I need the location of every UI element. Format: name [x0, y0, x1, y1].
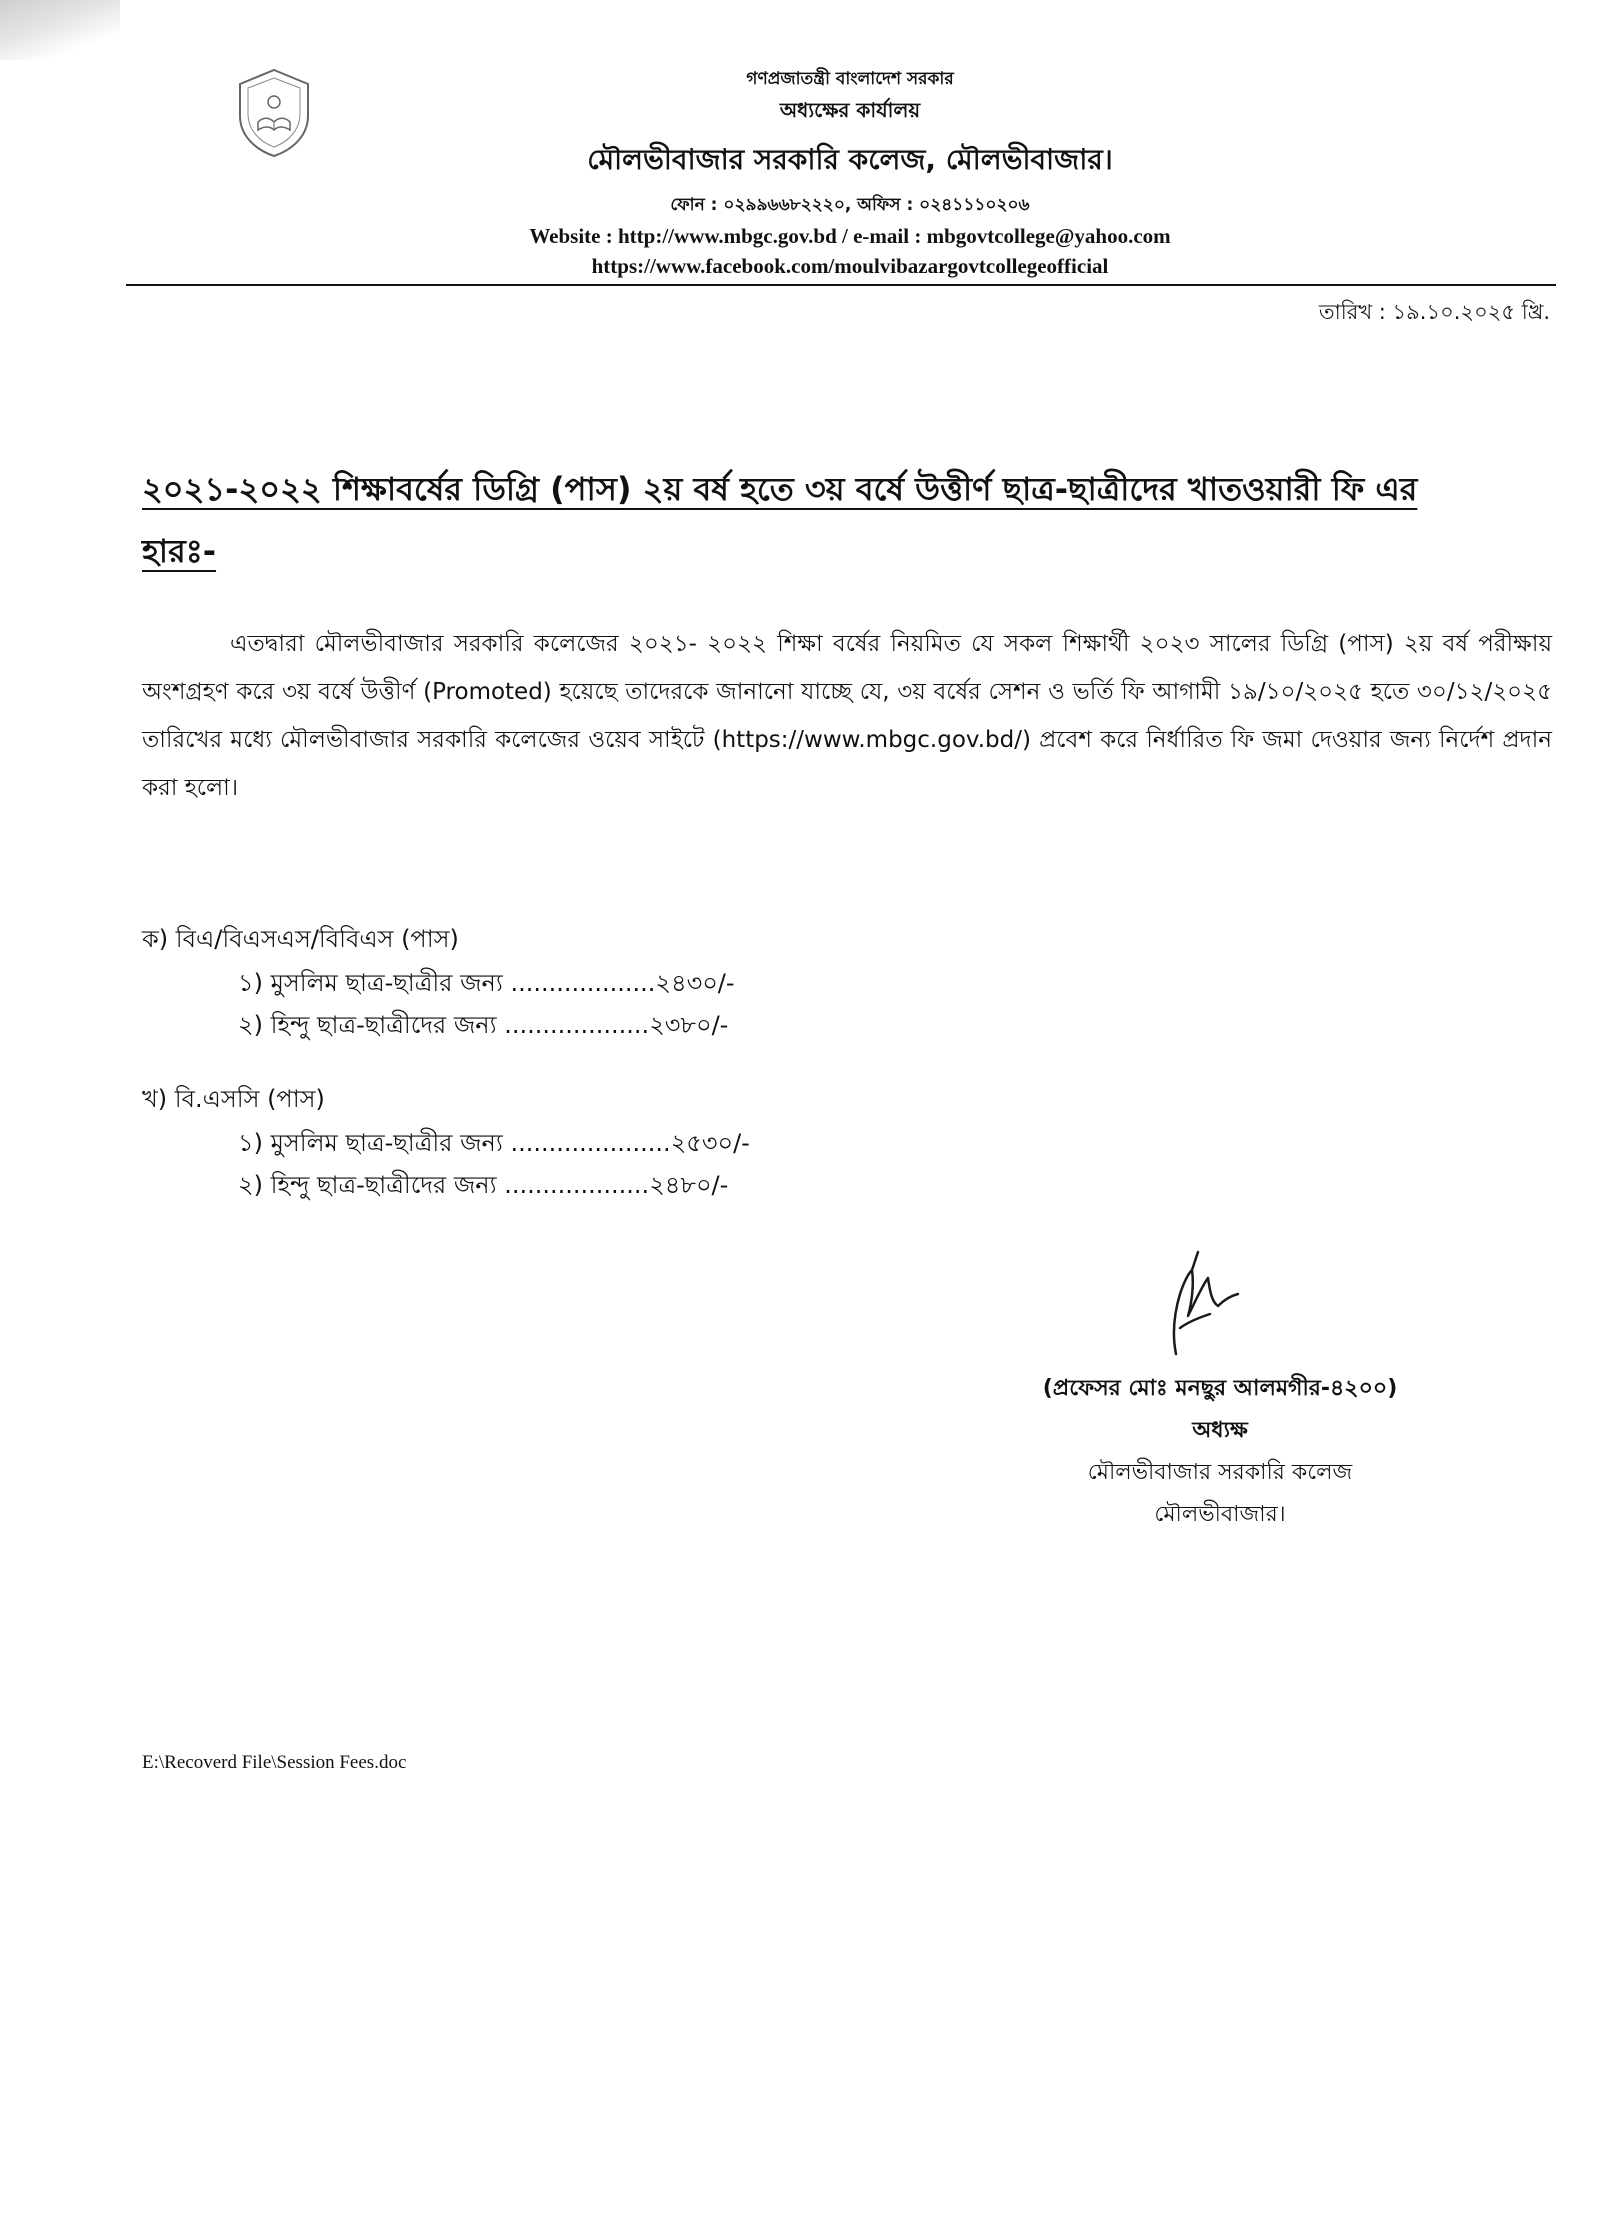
fee-section-ba — [142, 916, 735, 1046]
notice-title — [142, 458, 1472, 582]
office-name: অধ্যক্ষের কার্যালয় — [779, 98, 921, 122]
notice-title-text: ২০২১-২০২২ শিক্ষাবর্ষের ডিগ্রি (পাস) ২য় বর্ষ হতে ৩য় বর্ষে উত্তীর্ণ ছাত্র-ছাত্রীদের খাতওয়ারী ফি এর হারঃ- — [142, 470, 1418, 570]
fee-row-label: ২) হিন্দু ছাত্র-ছাত্রীদের জন্য ................... — [238, 1171, 650, 1199]
fee-row-amount: ২৪৮০/- — [649, 1171, 729, 1199]
handwritten-signature — [1158, 1244, 1248, 1364]
fee-row-muslim — [238, 962, 735, 1004]
fee-row-amount: ২৪৩০/- — [655, 969, 735, 997]
file-path-footer: E:\Recoverd File\Session Fees.doc — [142, 1752, 407, 1773]
fee-row-hindu — [238, 1164, 750, 1206]
fee-row-label: ১) মুসলিম ছাত্র-ছাত্রীর জন্য ..................... — [238, 1129, 671, 1157]
notice-body: এতদ্বারা মৌলভীবাজার সরকারি কলেজের ২০২১- ২০২২ শিক্ষা বর্ষের নিয়মিত যে সকল শিক্ষার্থী ২০২৩ সালের ডিগ্রি (পাস) ২য় বর্ষ পরীক্ষায় অংশগ্রহণ করে ৩য় বর্ষে উত্তীর্ণ (Promoted) হয়েছে তাদেরকে জানানো যাচ্ছে যে, ৩য় বর্ষের সেশন ও ভর্তি ফি আগামী ১৯/১০/২০২৫ হতে ৩০/১২/২০২৫ তারিখের মধ্যে মৌলভীবাজার সরকারি কলেজের ওয়েব সাইটে (https://www.mbgc.gov.bd/) প্রবেশ করে নির্ধারিত ফি জমা দেওয়ার জন্য নির্দেশ প্রদান করা হলো। — [142, 631, 1552, 801]
fee-section-bsc-heading: খ) বি.এসসি (পাস) — [142, 1085, 325, 1113]
letterhead-divider — [126, 284, 1556, 286]
fee-section-bsc — [142, 1076, 750, 1206]
facebook-url: https://www.facebook.com/moulvibazargovtcollegeofficial — [591, 254, 1109, 278]
page-corner-fold — [0, 0, 120, 60]
college-name: মৌলভীবাজার সরকারি কলেজ, মৌলভীবাজার। — [587, 143, 1113, 176]
fee-row-amount: ২৩৮০/- — [649, 1011, 729, 1039]
website-email: Website : http://www.mbgc.gov.bd / e-mail : mbgovtcollege@yahoo.com — [529, 224, 1171, 248]
fee-row-label: ১) মুসলিম ছাত্র-ছাত্রীর জন্য ................... — [238, 969, 656, 997]
fee-row-muslim — [238, 1122, 750, 1164]
phone-numbers: ফোন : ০২৯৯৬৬৮২২২০, অফিস : ০২৪১১১০২০৬ — [670, 195, 1030, 215]
signatory-title: অধ্যক্ষ — [1192, 1418, 1248, 1443]
notice-date: তারিখ : ১৯.১০.২০২৫ খ্রি. — [1318, 300, 1550, 324]
signatory-place: মৌলভীবাজার। — [1154, 1502, 1286, 1527]
fee-row-label: ২) হিন্দু ছাত্র-ছাত্রীদের জন্য ................... — [238, 1011, 650, 1039]
government-name: গণপ্রজাতন্ত্রী বাংলাদেশ সরকার — [746, 69, 954, 89]
signature-block — [960, 1368, 1480, 1536]
fee-row-hindu — [238, 1004, 735, 1046]
signatory-name: (প্রফেসর মোঃ মনছুর আলমগীর-৪২০০) — [1042, 1376, 1398, 1401]
fee-section-ba-heading: ক) বিএ/বিএসএস/বিবিএস (পাস) — [142, 925, 459, 953]
fee-row-amount: ২৫৩০/- — [670, 1129, 750, 1157]
signatory-college: মৌলভীবাজার সরকারি কলেজ — [1087, 1460, 1353, 1485]
